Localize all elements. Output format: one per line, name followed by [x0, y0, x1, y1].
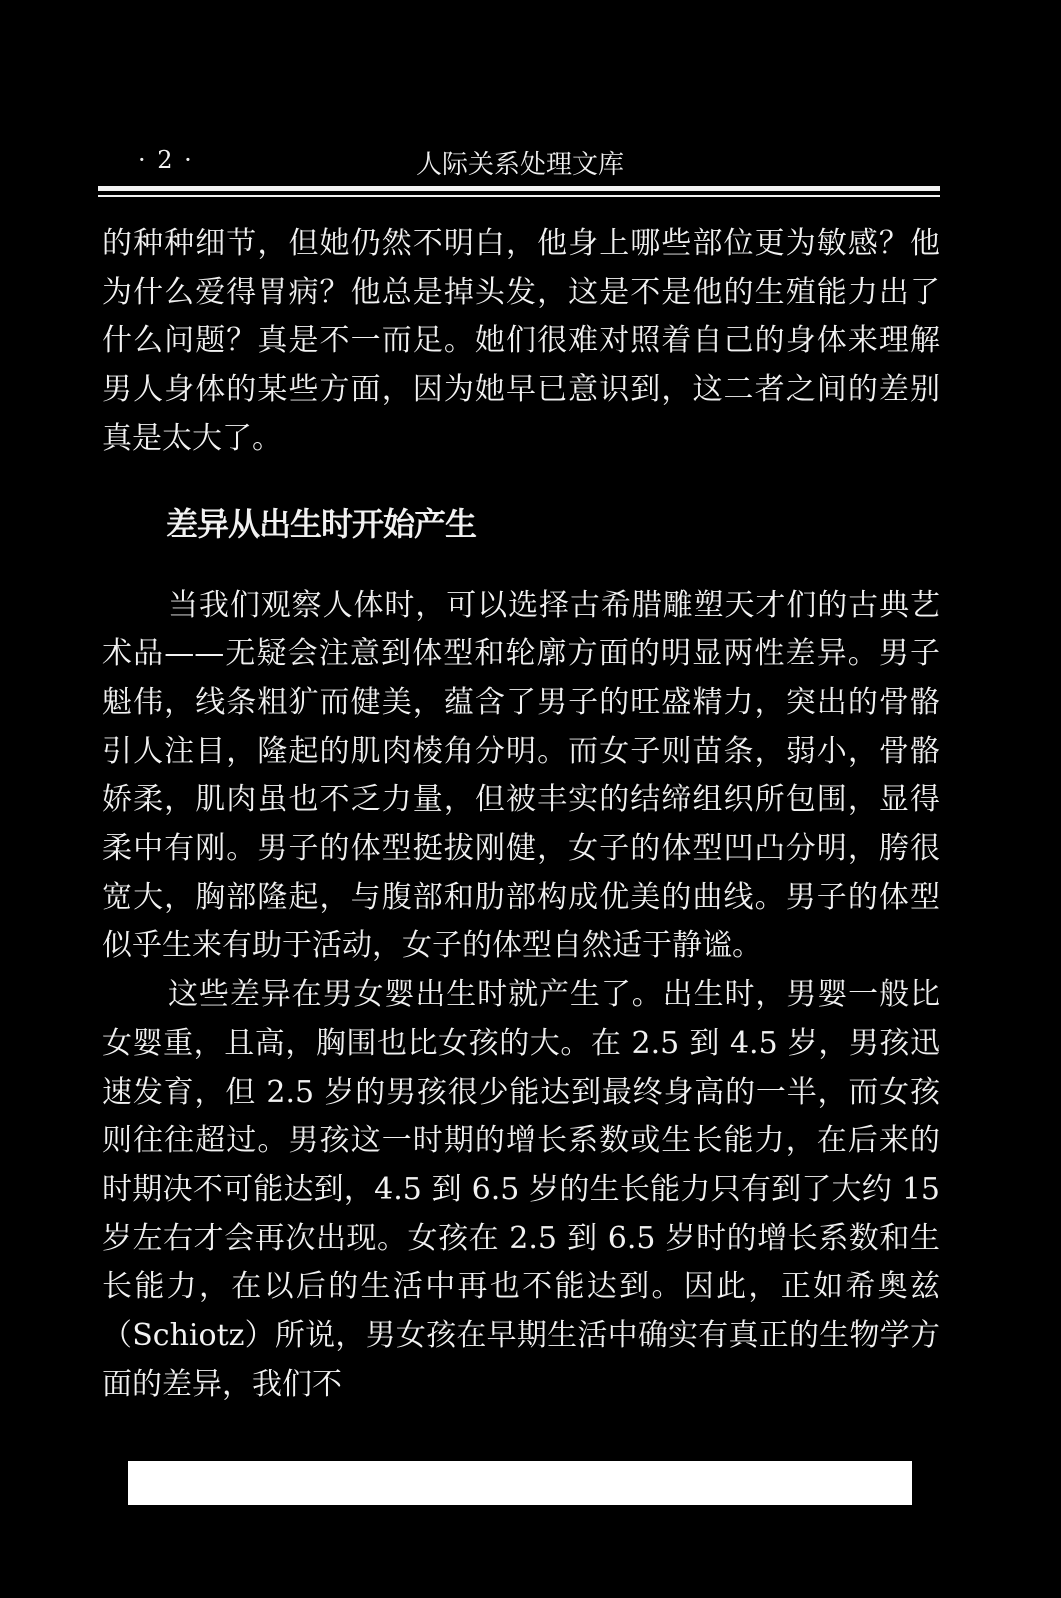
header-rule-thick: [98, 186, 940, 191]
page-number: · 2 ·: [138, 146, 194, 174]
header-rule-thin: [98, 195, 940, 197]
paragraph-body-shape: 当我们观察人体时，可以选择古希腊雕塑天才们的古典艺术品——无疑会注意到体型和轮廓方面的明显两性差异。男子魁伟，线条粗犷而健美，蕴含了男子的旺盛精力，突出的骨骼引人注目，隆起的肌肉棱角分明。而女子则苗条，弱小，骨骼娇柔，肌肉虽也不乏力量，但被丰实的结缔组织所包围，显得柔中有刚。男子的体型挺拔刚健，女子的体型凹凸分明，胯很宽大，胸部隆起，与腹部和肋部构成优美的曲线。男子的体型似乎生来有助于活动，女子的体型自然适于静谧。: [102, 587, 940, 964]
running-header: [100, 140, 940, 184]
paragraph-continued: 的种种细节，但她仍然不明白，他身上哪些部位更为敏感？他为什么爱得胃病？他总是掉头发，这是不是他的生殖能力出了什么问题？真是不一而足。她们很难对照着自己的身体来理解男人身体的某些方面，因为她早已意识到，这二者之间的差别真是太大了。: [102, 226, 940, 456]
body-text: [102, 220, 940, 1409]
redaction-bar: [128, 1461, 912, 1505]
section-heading: 差异从出生时开始产生: [166, 504, 477, 543]
series-title: 人际关系处理文库: [415, 150, 624, 180]
paragraph-infant-growth: 这些差异在男女婴出生时就产生了。出生时，男婴一般比女婴重，且高，胸围也比女孩的大。在 2.5 到 4.5 岁，男孩迅速发育，但 2.5 岁的男孩很少能达到最终身高的一半，而女孩则往往超过。男孩这一时期的增长系数或生长能力，在后来的时期决不可能达到，4.5 到 6.5 岁的生长能力只有到了大约 15 岁左右才会再次出现。女孩在 2.5 到 6.5 岁时的增长系数和生长能力，在以后的生活中再也不能达到。因此，正如希奥兹（Schiotz）所说，男女孩在早期生活中确实有真正的生物学方面的差异，我们不: [102, 977, 940, 1402]
